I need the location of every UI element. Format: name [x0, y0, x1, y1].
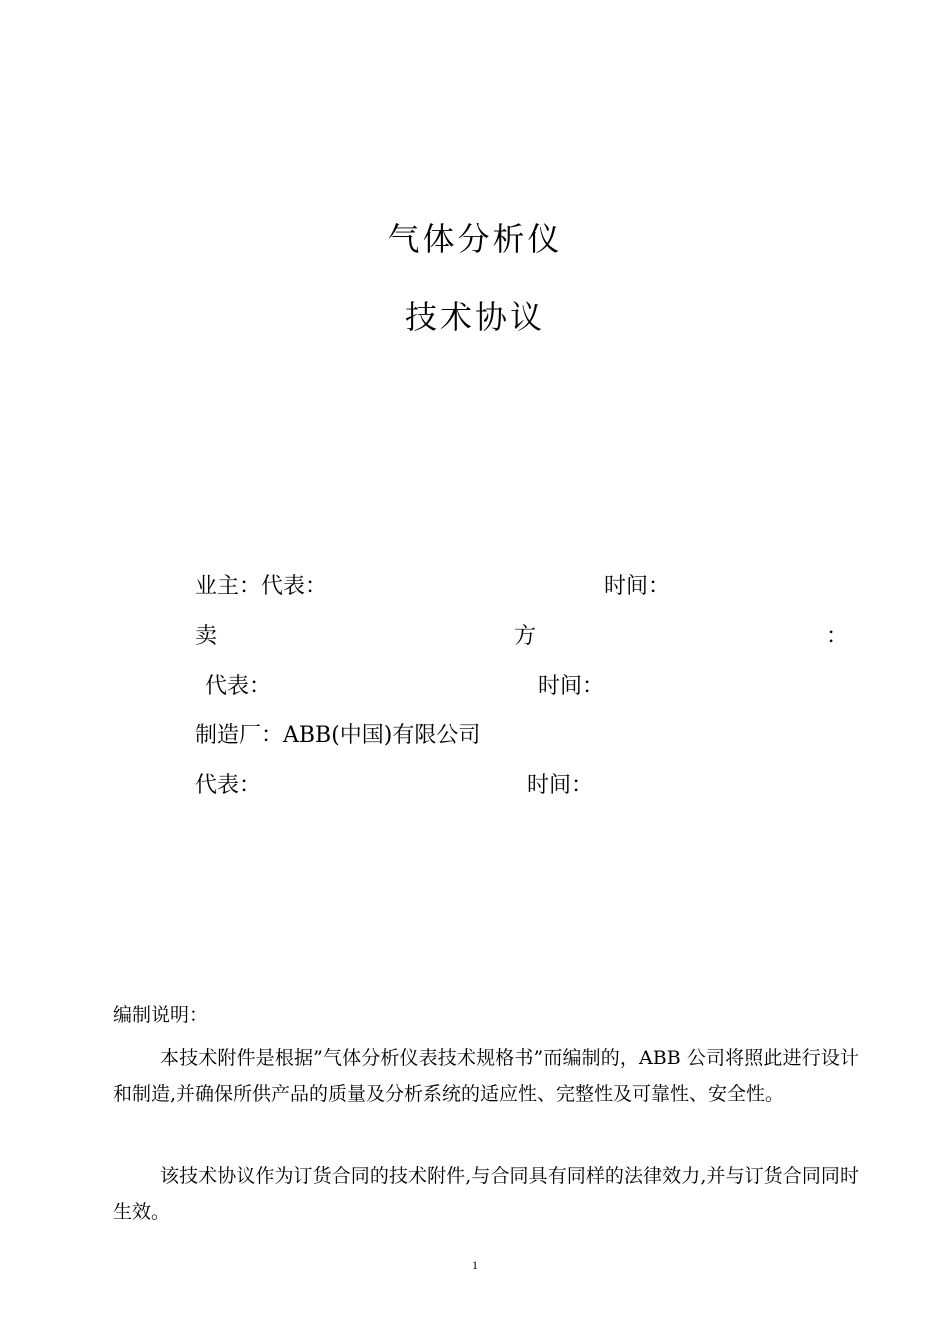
notes-paragraph-2: 该技术协议作为订货合同的技术附件,与合同具有同样的法律效力,并与订货合同同时生效。 [113, 1165, 859, 1223]
manufacturer-label: 制造厂：ABB(中国)有限公司 [195, 723, 481, 748]
seller-label-char1: 卖 [195, 624, 218, 649]
manufacturer-representative-label: 代表： [195, 773, 262, 798]
notes-heading: 编制说明： [113, 1004, 209, 1026]
notes-paragraph-1: 本技术附件是根据”气体分析仪表技术规格书”而编制的，ABB 公司将照此进行设计和制造,并确保所供产品的质量及分析系统的适应性、完整性及可靠性、安全性。 [113, 1047, 859, 1105]
owner-time-label: 时间： [604, 574, 671, 599]
document-title: 气体分析仪 [387, 220, 563, 258]
seller-label-colon: ： [826, 624, 849, 649]
document-subtitle: 技术协议 [404, 298, 545, 336]
seller-label-char2: 方 [514, 624, 537, 649]
manufacturer-time-label: 时间： [527, 773, 594, 798]
owner-representative-label: 业主：代表： [195, 574, 328, 599]
seller-representative-label: 代表： [205, 674, 272, 699]
seller-time-label: 时间： [538, 674, 605, 699]
page-number: 1 [472, 1258, 478, 1272]
